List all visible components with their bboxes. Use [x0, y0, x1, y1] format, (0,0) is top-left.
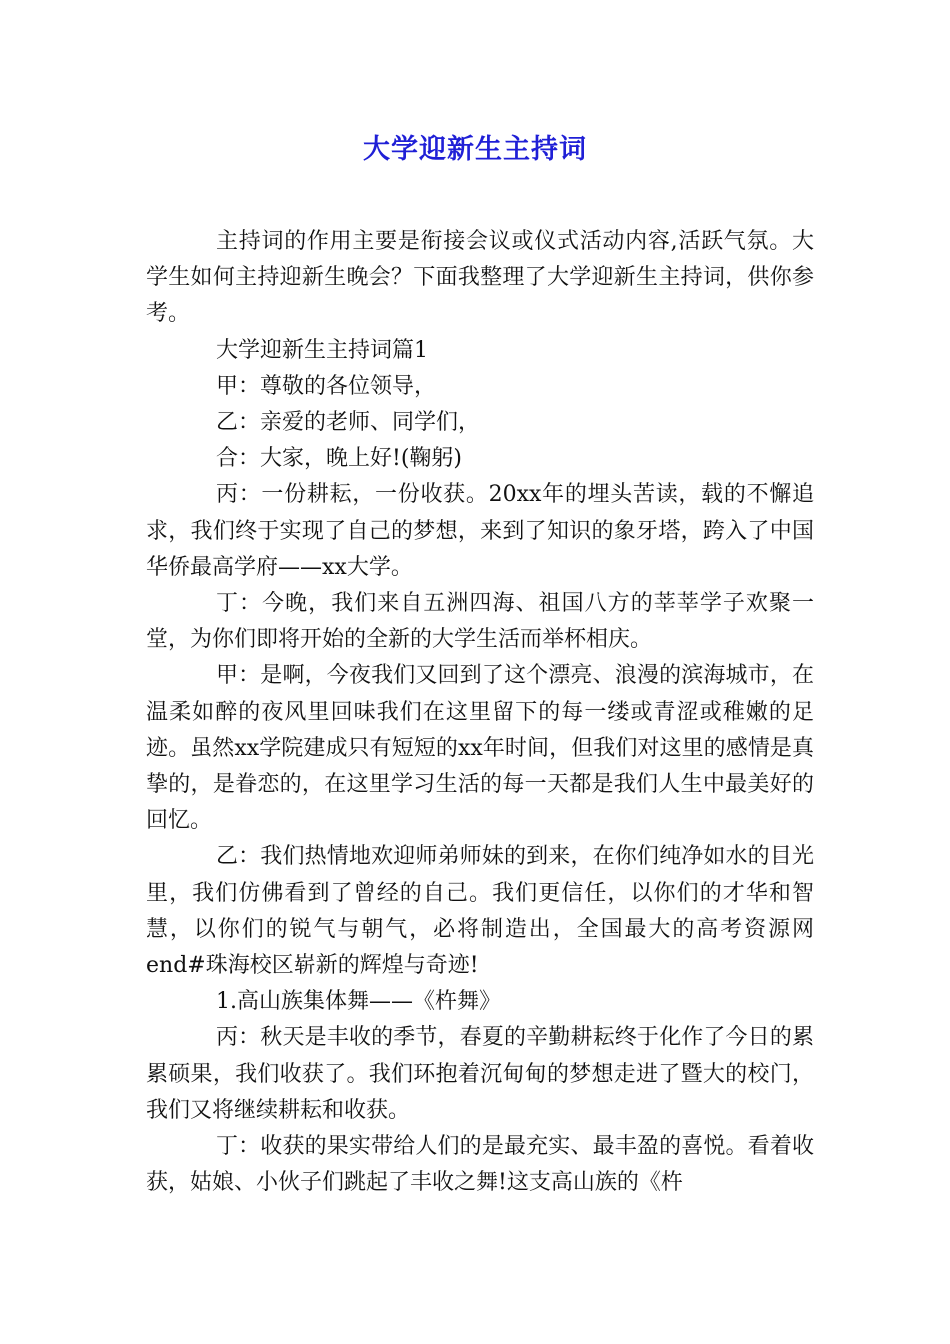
- paragraph-he: 合：大家，晚上好!(鞠躬): [216, 446, 463, 472]
- paragraph-bing-1: 丙：一份耕耘，一份收获。20xx年的埋头苦读，载的不懈追求，我们终于实现了自己的梦想，来到了知识的象牙塔，跨入了中国华侨最高学府——xx大学。: [146, 482, 814, 580]
- paragraph-ding-1: 丁：今晚，我们来自五洲四海、祖国八方的莘莘学子欢聚一堂，为你们即将开始的全新的大学生活而举杯相庆。: [146, 591, 814, 653]
- paragraph-ding-2: 丁：收获的果实带给人们的是最充实、最丰盈的喜悦。看着收获，姑娘、小伙子们跳起了丰收之舞!这支高山族的《杵: [146, 1134, 814, 1196]
- paragraph-yi-2: 乙：我们热情地欢迎师弟师妹的到来，在你们纯净如水的目光里，我们仿佛看到了曾经的自己。我们更信任，以你们的才华和智慧，以你们的锐气与朝气，必将制造出，全国最大的高考资源网 end#珠海校区崭新的辉煌与奇迹!: [146, 844, 814, 979]
- paragraph-section-heading: 大学迎新生主持词篇1: [216, 337, 428, 363]
- document-body: [146, 224, 814, 1201]
- paragraph-yi-1: 乙：亲爱的老师、同学们，: [216, 410, 481, 436]
- document-title: 大学迎新生主持词: [363, 134, 587, 165]
- paragraph-program-1: 1.高山族集体舞——《杵舞》: [216, 989, 501, 1015]
- paragraph-jia-2: 甲：是啊，今夜我们又回到了这个漂亮、浪漫的滨海城市，在温柔如醉的夜风里回味我们在这里留下的每一缕或青涩或稚嫩的足迹。虽然xx学院建成只有短短的xx年时间，但我们对这里的感情是真挚的，是眷恋的，在这里学习生活的每一天都是我们人生中最美好的回忆。: [146, 663, 814, 834]
- paragraph-jia-1: 甲：尊敬的各位领导，: [216, 373, 437, 399]
- paragraph-intro: 主持词的作用主要是衔接会议或仪式活动内容,活跃气氛。大学生如何主持迎新生晚会？下面我整理了大学迎新生主持词，供你参考。: [146, 229, 814, 327]
- paragraph-bing-2: 丙：秋天是丰收的季节，春夏的辛勤耕耘终于化作了今日的累累硕果，我们收获了。我们环抱着沉甸甸的梦想走进了暨大的校门，我们又将继续耕耘和收获。: [146, 1025, 814, 1123]
